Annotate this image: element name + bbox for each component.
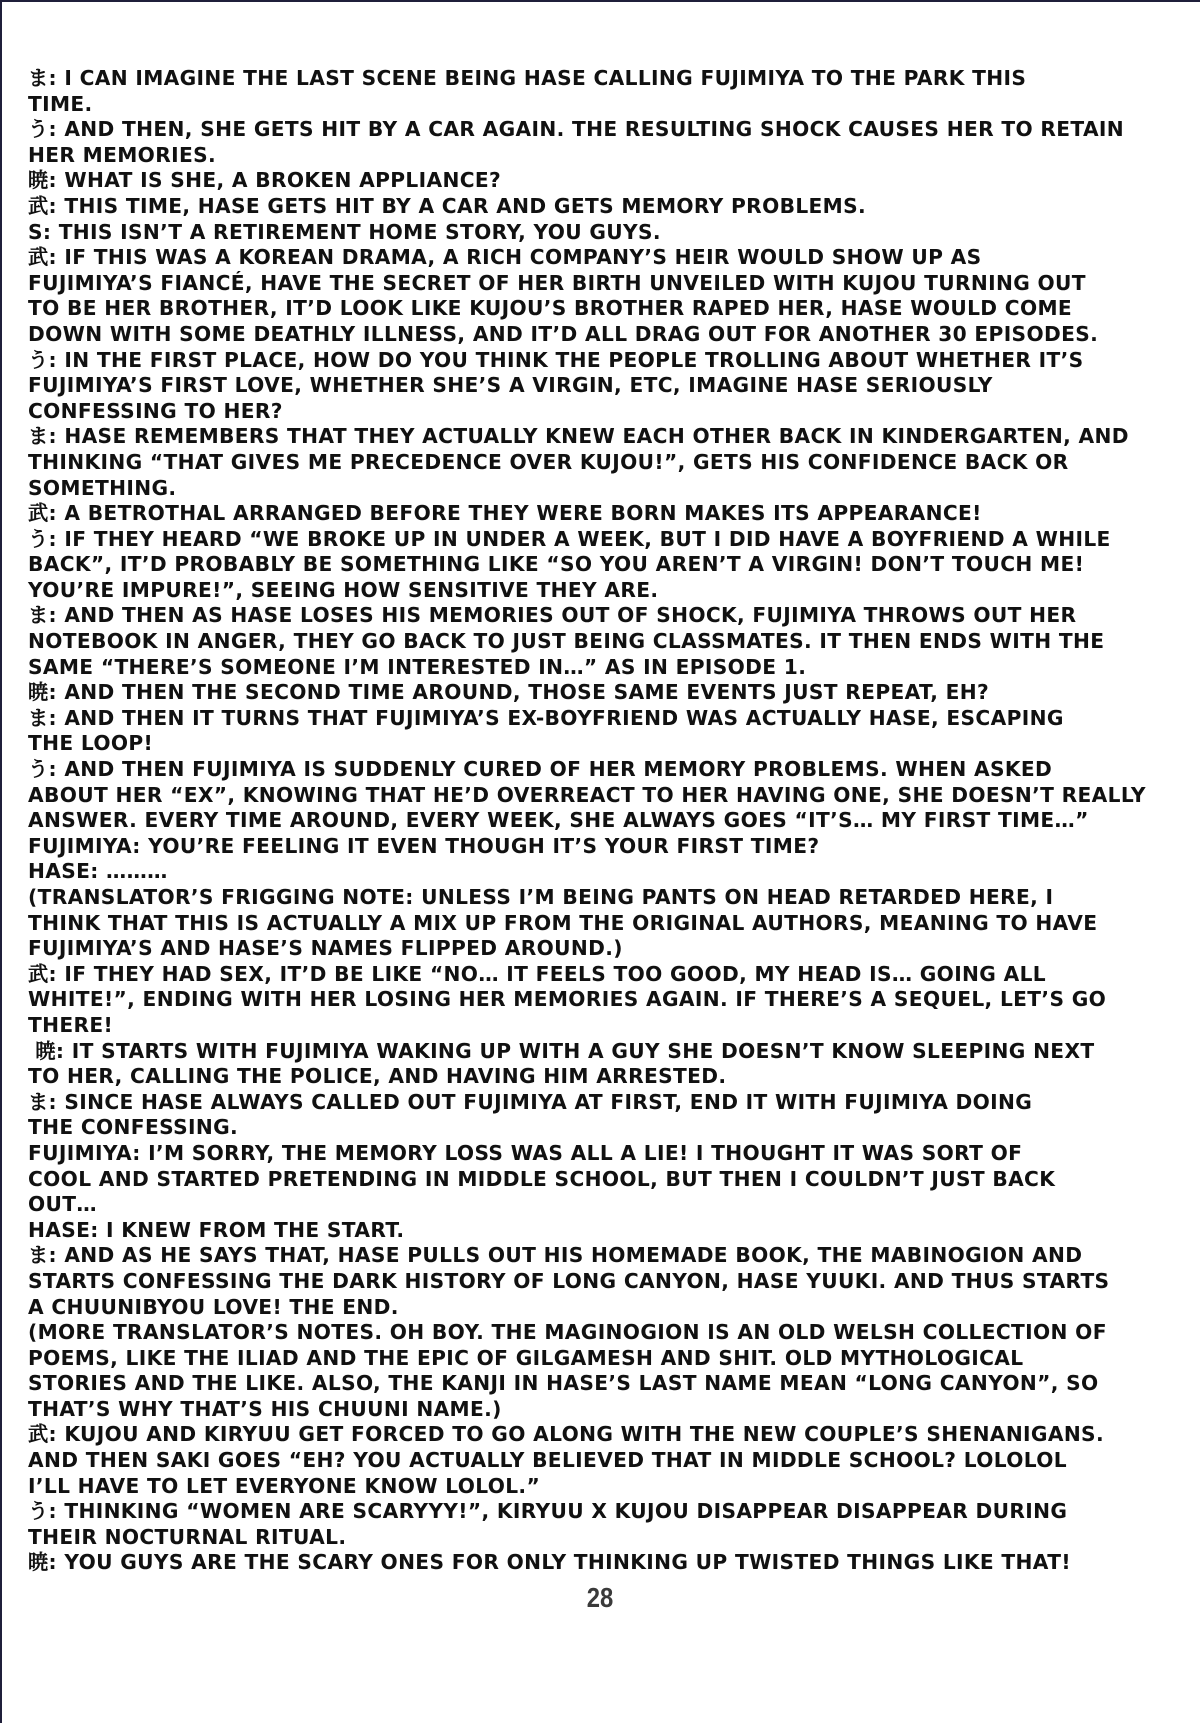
text-line: 武: THIS TIME, HASE GETS HIT BY A CAR AND GETS MEMORY PROBLEMS. <box>28 193 867 218</box>
text-line: YOU’RE IMPURE!”, SEEING HOW SENSITIVE THEY ARE. <box>28 577 659 602</box>
text-line: (TRANSLATOR’S FRIGGING NOTE: UNLESS I’M BEING PANTS ON HEAD RETARDED HERE, I <box>28 885 1054 909</box>
text-line: DOWN WITH SOME DEATHLY ILLNESS, AND IT’D ALL DRAG OUT FOR ANOTHER 30 EPISODES. <box>28 321 1099 346</box>
text-line: STARTS CONFESSING THE DARK HISTORY OF LONG CANYON, HASE YUUKI. AND THUS STARTS <box>28 1268 1110 1293</box>
text-line: THE CONFESSING. <box>28 1115 239 1140</box>
text-line: ANSWER. EVERY TIME AROUND, EVERY WEEK, SHE ALWAYS GOES “IT’S… MY FIRST TIME…” <box>28 808 1089 833</box>
text-line: 暁: IT STARTS WITH FUJIMIYA WAKING UP WITH A GUY SHE DOESN’T KNOW SLEEPING NEXT <box>28 1038 1095 1063</box>
text-line: う: AND THEN FUJIMIYA IS SUDDENLY CURED OF HER MEMORY PROBLEMS. WHEN ASKED <box>28 757 1053 782</box>
text-line: ま: HASE REMEMBERS THAT THEY ACTUALLY KNEW EACH OTHER BACK IN KINDERGARTEN, AND <box>28 424 1129 449</box>
text-line: POEMS, LIKE THE ILIAD AND THE EPIC OF GILGAMESH AND SHIT. OLD MYTHOLOGICAL <box>28 1345 1024 1370</box>
text-line: ま: SINCE HASE ALWAYS CALLED OUT FUJIMIYA AT FIRST, END IT WITH FUJIMIYA DOING <box>28 1089 1033 1114</box>
text-line: TIME. <box>28 91 93 116</box>
text-line: FUJIMIYA: I’M SORRY, THE MEMORY LOSS WAS ALL A LIE! I THOUGHT IT WAS SORT OF <box>28 1140 1023 1165</box>
text-line: ABOUT HER “EX”, KNOWING THAT HE’D OVERREACT TO HER HAVING ONE, SHE DOESN’T REALLY <box>28 782 1146 807</box>
text-line: 武: KUJOU AND KIRYUU GET FORCED TO GO ALONG WITH THE NEW COUPLE’S SHENANIGANS. <box>28 1422 1104 1447</box>
text-line: ま: I CAN IMAGINE THE LAST SCENE BEING HASE CALLING FUJIMIYA TO THE PARK THIS <box>28 66 1027 90</box>
text-line: ま: AND AS HE SAYS THAT, HASE PULLS OUT HIS HOMEMADE BOOK, THE MABINOGION AND <box>28 1243 1083 1268</box>
text-line: FUJIMIYA’S AND HASE’S NAMES FLIPPED AROUND.) <box>28 936 623 961</box>
text-line: AND THEN SAKI GOES “EH? YOU ACTUALLY BELIEVED THAT IN MIDDLE SCHOOL? LOLOLOL <box>28 1448 1067 1473</box>
text-line: STORIES AND THE LIKE. ALSO, THE KANJI IN HASE’S LAST NAME MEAN “LONG CANYON”, SO <box>28 1371 1099 1396</box>
text-line: ま: AND THEN IT TURNS THAT FUJIMIYA’S EX-BOYFRIEND WAS ACTUALLY HASE, ESCAPING <box>28 705 1064 730</box>
text-line: S: THIS ISN’T A RETIREMENT HOME STORY, YOU GUYS. <box>28 219 661 244</box>
text-line: う: THINKING “WOMEN ARE SCARYYY!”, KIRYUU X KUJOU DISAPPEAR DISAPPEAR DURING <box>28 1499 1068 1524</box>
text-line: A CHUUNIBYOU LOVE! THE END. <box>28 1294 399 1319</box>
text-line: THAT’S WHY THAT’S HIS CHUUNI NAME.) <box>28 1396 502 1421</box>
text-line: SAME “THERE’S SOMEONE I’M INTERESTED IN…” AS IN EPISODE 1. <box>28 654 807 679</box>
text-line: TO HER, CALLING THE POLICE, AND HAVING HIM ARRESTED. <box>28 1064 727 1089</box>
text-line: THINKING “THAT GIVES ME PRECEDENCE OVER KUJOU!”, GETS HIS CONFIDENCE BACK OR <box>28 449 1069 474</box>
text-line: (MORE TRANSLATOR’S NOTES. OH BOY. THE MAGINOGION IS AN OLD WELSH COLLECTION OF <box>28 1320 1107 1345</box>
page-border-left <box>0 0 2 1723</box>
text-line: FUJIMIYA: YOU’RE FEELING IT EVEN THOUGH IT’S YOUR FIRST TIME? <box>28 833 820 858</box>
translation-notes-text <box>28 66 1188 1576</box>
text-line: う: AND THEN, SHE GETS HIT BY A CAR AGAIN. THE RESULTING SHOCK CAUSES HER TO RETAIN <box>28 117 1125 142</box>
text-line: TO BE HER BROTHER, IT’D LOOK LIKE KUJOU’S BROTHER RAPED HER, HASE WOULD COME <box>28 296 1073 321</box>
text-line: う: IN THE FIRST PLACE, HOW DO YOU THINK THE PEOPLE TROLLING ABOUT WHETHER IT’S <box>28 347 1084 372</box>
text-line: 暁: YOU GUYS ARE THE SCARY ONES FOR ONLY THINKING UP TWISTED THINGS LIKE THAT! <box>28 1550 1071 1575</box>
text-line: CONFESSING TO HER? <box>28 398 283 423</box>
text-line: HASE: ……… <box>28 859 168 884</box>
text-line: COOL AND STARTED PRETENDING IN MIDDLE SCHOOL, BUT THEN I COULDN’T JUST BACK <box>28 1166 1056 1191</box>
text-line: FUJIMIYA’S FIRST LOVE, WHETHER SHE’S A VIRGIN, ETC, IMAGINE HASE SERIOUSLY <box>28 373 993 398</box>
text-line: OUT… <box>28 1192 97 1217</box>
text-line: NOTEBOOK IN ANGER, THEY GO BACK TO JUST BEING CLASSMATES. IT THEN ENDS WITH THE <box>28 629 1105 654</box>
text-line: SOMETHING. <box>28 475 177 500</box>
text-line: 武: IF THIS WAS A KOREAN DRAMA, A RICH COMPANY’S HEIR WOULD SHOW UP AS <box>28 245 982 270</box>
text-line: ま: AND THEN AS HASE LOSES HIS MEMORIES OUT OF SHOCK, FUJIMIYA THROWS OUT HER <box>28 603 1077 628</box>
text-line: THE LOOP! <box>28 731 154 756</box>
text-line: HER MEMORIES. <box>28 142 216 167</box>
text-line: WHITE!”, ENDING WITH HER LOSING HER MEMORIES AGAIN. IF THERE’S A SEQUEL, LET’S GO <box>28 987 1107 1012</box>
text-line: 暁: AND THEN THE SECOND TIME AROUND, THOSE SAME EVENTS JUST REPEAT, EH? <box>28 680 990 705</box>
text-line: う: IF THEY HEARD “WE BROKE UP IN UNDER A WEEK, BUT I DID HAVE A BOYFRIEND A WHILE <box>28 526 1111 551</box>
text-line: THERE! <box>28 1012 114 1037</box>
text-line: BACK”, IT’D PROBABLY BE SOMETHING LIKE “SO YOU AREN’T A VIRGIN! DON’T TOUCH ME! <box>28 552 1085 577</box>
text-line: 暁: WHAT IS SHE, A BROKEN APPLIANCE? <box>28 168 502 193</box>
text-line: THINK THAT THIS IS ACTUALLY A MIX UP FROM THE ORIGINAL AUTHORS, MEANING TO HAVE <box>28 910 1098 935</box>
text-line: FUJIMIYA’S FIANCÉ, HAVE THE SECRET OF HER BIRTH UNVEILED WITH KUJOU TURNING OUT <box>28 270 1086 295</box>
text-line: 武: A BETROTHAL ARRANGED BEFORE THEY WERE BORN MAKES ITS APPEARANCE! <box>28 501 982 526</box>
text-line: THEIR NOCTURNAL RITUAL. <box>28 1524 347 1549</box>
page-number: 28 <box>586 1582 614 1613</box>
text-line: 武: IF THEY HAD SEX, IT’D BE LIKE “NO… IT FEELS TOO GOOD, MY HEAD IS… GOING ALL <box>28 961 1046 986</box>
text-line: HASE: I KNEW FROM THE START. <box>28 1217 405 1242</box>
text-line: I’LL HAVE TO LET EVERYONE KNOW LOLOL.” <box>28 1473 541 1498</box>
page-border-top <box>0 0 1200 2</box>
